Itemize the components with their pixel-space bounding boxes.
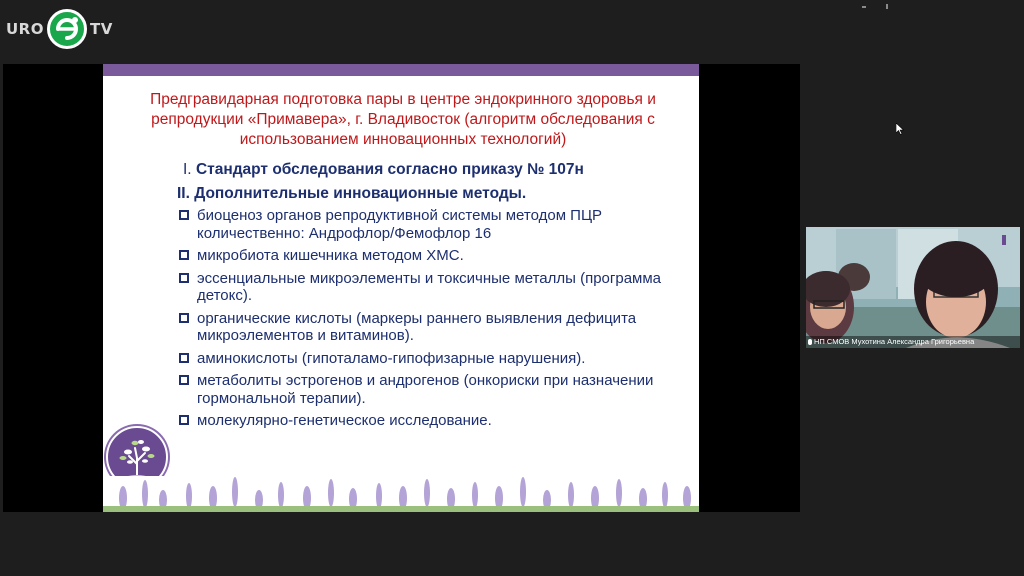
slide-title: Предгравидарная подготовка пары в центре эндокринного здоровья и репродукции «Примавера», г. Владивосток (алгоритм обследования с использованием инновационных технологий) bbox=[150, 91, 656, 148]
list-item bbox=[179, 207, 679, 242]
participant-name: НП СМОВ Мухотина Александра Григорьевна bbox=[814, 337, 975, 346]
participant-name-bar bbox=[806, 336, 1020, 348]
list-item-text: микробиота кишечника методом ХМС. bbox=[197, 247, 464, 264]
indicator-mark bbox=[862, 6, 866, 8]
list-item bbox=[179, 350, 679, 368]
list-item-text: органические кислоты (маркеры раннего выявления дефицита микроэлементов и витаминов). bbox=[197, 309, 637, 344]
checkbox-bullet-icon bbox=[179, 250, 189, 260]
section-heading-1 bbox=[183, 160, 584, 180]
list-item bbox=[179, 310, 679, 345]
list-item-text: биоценоз органов репродуктивной системы методом ПЦР количественно: Андрофлор/Фемофлор 16 bbox=[197, 207, 603, 242]
slide-header-bar bbox=[103, 64, 699, 76]
checkbox-bullet-icon bbox=[179, 353, 189, 363]
list-item-text: метаболиты эстрогенов и андрогенов (онкориски при назначении гормональной терапии). bbox=[197, 372, 654, 407]
list-item bbox=[179, 372, 679, 407]
list-item-text: эссенциальные микроэлементы и токсичные металлы (программа детокс). bbox=[197, 269, 662, 304]
logo-text-left: URO bbox=[6, 20, 44, 38]
checkbox-bullet-icon bbox=[179, 210, 189, 220]
checkbox-bullet-icon bbox=[179, 313, 189, 323]
lavender-decoration bbox=[103, 476, 699, 512]
checkbox-bullet-icon bbox=[179, 375, 189, 385]
method-list bbox=[179, 207, 679, 435]
section-number: I. bbox=[183, 161, 192, 178]
presentation-slide bbox=[103, 64, 699, 512]
list-item bbox=[179, 247, 679, 265]
checkbox-bullet-icon bbox=[179, 415, 189, 425]
indicator-mark bbox=[886, 4, 888, 9]
microphone-icon bbox=[808, 339, 812, 345]
list-item bbox=[179, 270, 679, 305]
logo-emblem-icon bbox=[47, 9, 87, 49]
list-item-text: аминокислоты (гипоталамо-гипофизарные нарушения). bbox=[197, 349, 586, 367]
webcam-feed-image bbox=[806, 227, 1020, 348]
list-item-text: молекулярно-генетическое исследование. bbox=[197, 412, 492, 429]
logo-text-right: TV bbox=[89, 20, 113, 38]
section-heading-text: Стандарт обследования согласно приказу № 107н bbox=[195, 161, 584, 178]
section-heading-2 bbox=[177, 184, 526, 204]
uro-tv-logo bbox=[6, 8, 113, 50]
list-item bbox=[179, 412, 679, 430]
checkbox-bullet-icon bbox=[179, 273, 189, 283]
mouse-cursor-icon bbox=[896, 123, 904, 135]
webcam-video bbox=[806, 227, 1020, 348]
section-heading-text: II. Дополнительные инновационные методы. bbox=[177, 185, 527, 202]
